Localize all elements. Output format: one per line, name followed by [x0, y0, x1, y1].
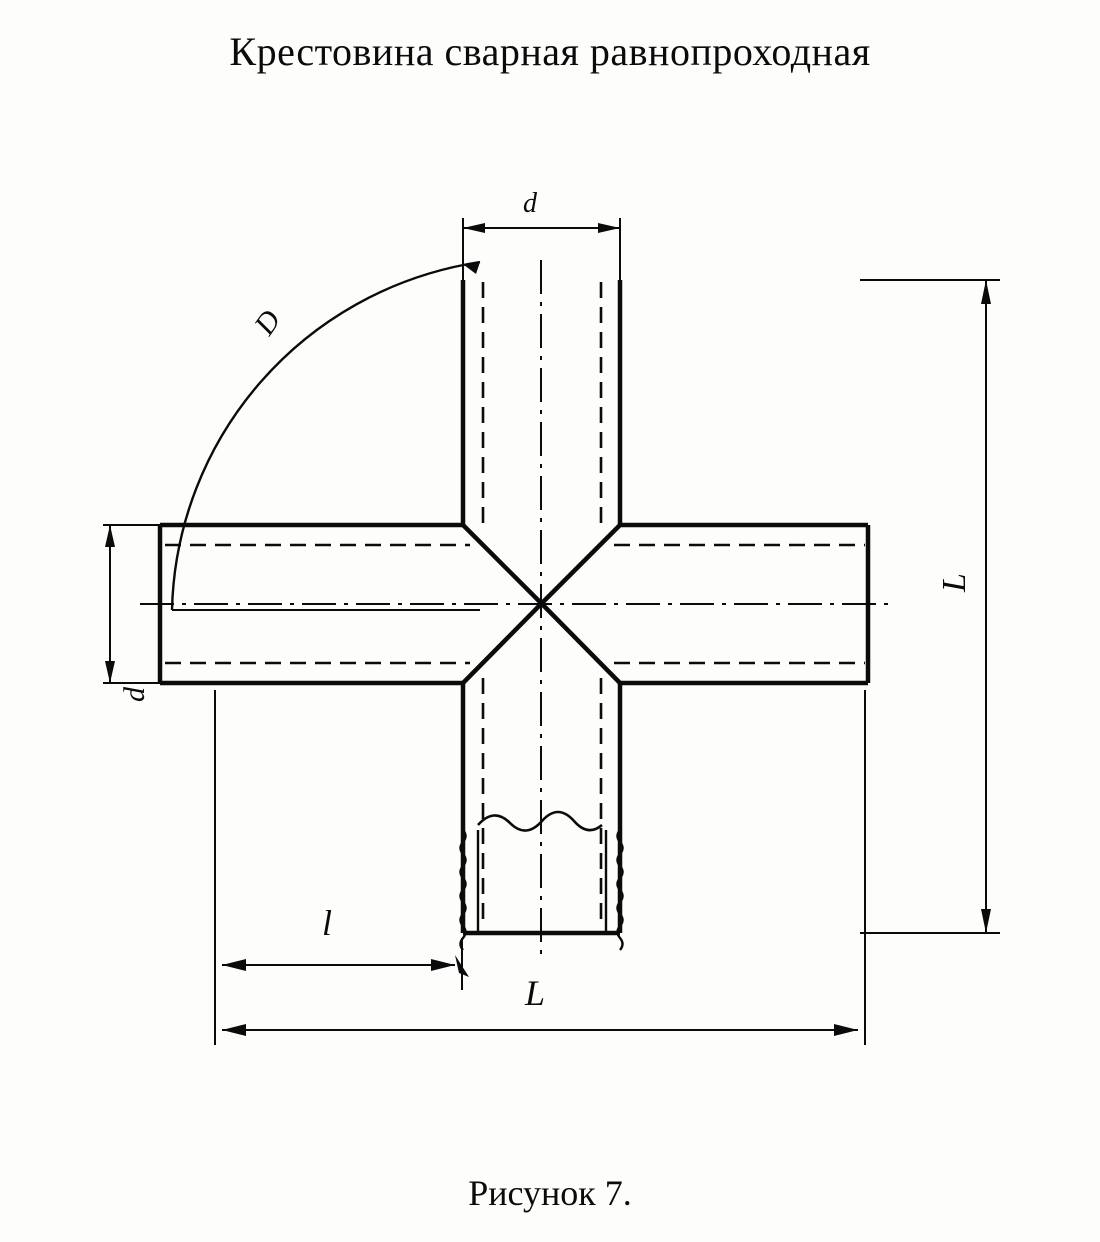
label-d-top: d — [523, 188, 537, 219]
technical-drawing — [0, 110, 1100, 1150]
label-L-right: L — [936, 573, 973, 592]
page-title: Крестовина сварная равнопроходная — [229, 29, 871, 74]
center-lines — [140, 260, 890, 955]
label-l-bottom: l — [322, 903, 333, 943]
dimension-l-bottom — [215, 690, 469, 990]
cross-body-outline — [160, 280, 868, 933]
cross-fitting-svg — [0, 110, 1100, 1150]
label-D-diameter: D — [248, 304, 288, 341]
dimension-L-right — [860, 280, 1000, 933]
diameter-leader-arc — [172, 262, 480, 610]
label-d-left: d — [118, 687, 151, 702]
label-L-bottom: L — [525, 973, 546, 1013]
figure-caption: Рисунок 7. — [468, 1173, 632, 1213]
